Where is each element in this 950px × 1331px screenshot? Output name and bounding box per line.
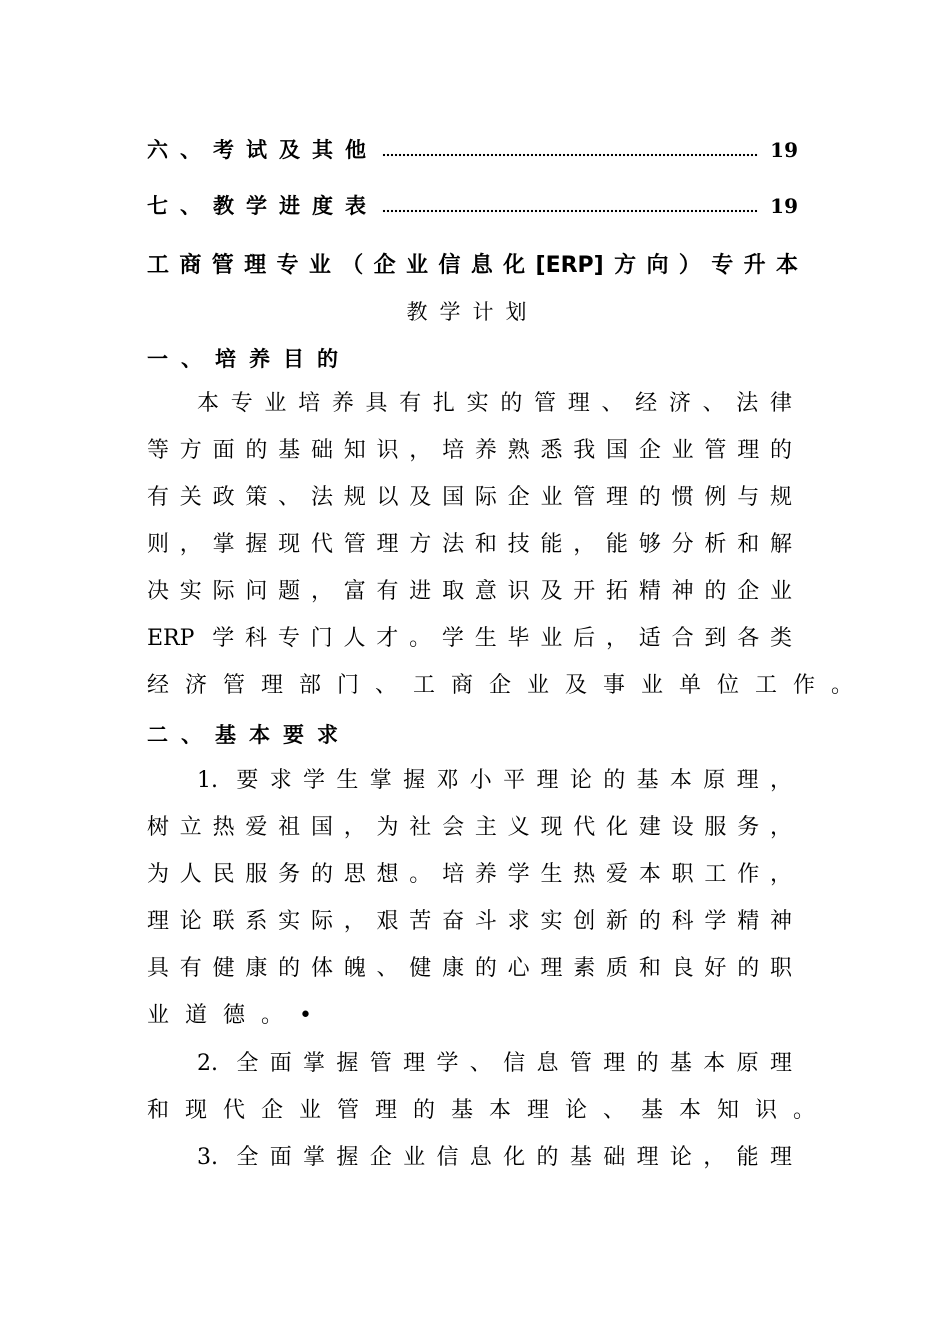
- paragraph-line: 理论联系实际，艰苦奋斗求实创新的科学精神: [147, 909, 792, 934]
- paragraph-line: 3. 全面掌握企业信息化的基础理论，能理: [197, 1145, 792, 1170]
- paragraph-line: 树立热爱祖国，为社会主义现代化建设服务，: [147, 815, 792, 840]
- toc-entry-label: 七、教学进度表: [147, 194, 378, 218]
- toc-entry-label: 六、考试及其他: [147, 138, 378, 162]
- section-heading: 一、培养目的: [147, 347, 351, 371]
- toc-leader-dots: [382, 153, 758, 157]
- document-title: 工商管理专业（企业信息化[ERP]方向）专升本: [147, 253, 798, 278]
- paragraph-line: 和现代企业管理的基本理论、基本知识。: [147, 1098, 832, 1123]
- toc-entry[interactable]: [147, 190, 798, 220]
- paragraph-line: 1. 要求学生掌握邓小平理论的基本原理，: [197, 768, 792, 793]
- document-subtitle: 教学计划: [406, 300, 539, 324]
- paragraph-line: ERP 学科专门人才。学生毕业后，适合到各类: [147, 626, 792, 651]
- paragraph-line: 有关政策、法规以及国际企业管理的惯例与规: [147, 485, 792, 510]
- paragraph-line: 2. 全面掌握管理学、信息管理的基本原理: [197, 1051, 792, 1076]
- paragraph-line: 业道德。•: [147, 1003, 328, 1028]
- toc-entry[interactable]: [147, 134, 798, 164]
- paragraph-line: 决实际问题，富有进取意识及开拓精神的企业: [147, 579, 792, 604]
- paragraph-line: 为人民服务的思想。培养学生热爱本职工作，: [147, 862, 792, 887]
- paragraph-line: 具有健康的体魄、健康的心理素质和良好的职: [147, 956, 792, 981]
- toc-entry-page: 19: [770, 138, 798, 162]
- paragraph-line: 经济管理部门、工商企业及事业单位工作。: [147, 673, 870, 698]
- paragraph-line: 等方面的基础知识，培养熟悉我国企业管理的: [147, 438, 792, 463]
- paragraph-line: 本专业培养具有扎实的管理、经济、法律: [197, 391, 792, 416]
- paragraph-line: 则，掌握现代管理方法和技能，能够分析和解: [147, 532, 792, 557]
- section-heading: 二、基本要求: [147, 723, 351, 747]
- toc-leader-dots: [382, 209, 758, 213]
- toc-entry-page: 19: [770, 194, 798, 218]
